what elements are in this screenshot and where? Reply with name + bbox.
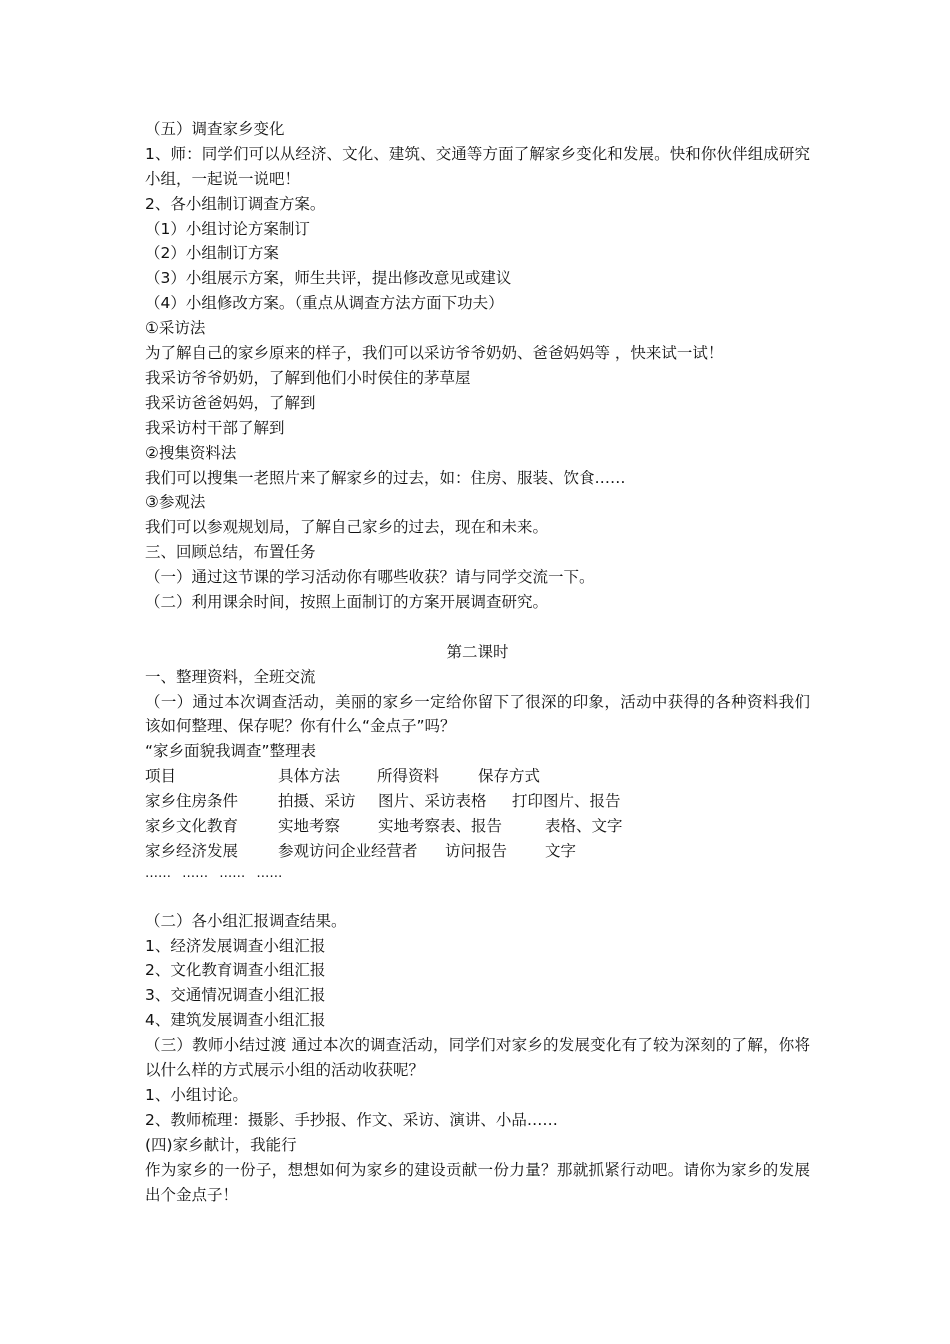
table-header-row xyxy=(145,764,810,789)
list-item: 2、教师梳理：摄影、手抄报、作文、采访、演讲、小品…… xyxy=(145,1110,558,1129)
method-example: 我采访爷爷奶奶，了解到他们小时侯住的茅草屋 xyxy=(145,368,471,387)
paragraph: （三）教师小结过渡 通过本次的调查活动，同学们对家乡的发展变化有了较为深刻的了解，你将以什么样的方式展示小组的活动收获呢？ xyxy=(145,1036,810,1080)
section-heading: 三、回顾总结，布置任务 xyxy=(145,543,316,562)
document-page xyxy=(145,117,810,1207)
report-item: 2、文化教育调查小组汇报 xyxy=(145,961,326,980)
table-cell: 拍摄、采访 xyxy=(278,792,356,811)
step-item: （3）小组展示方案，师生共评，提出修改意见或建议 xyxy=(145,269,512,288)
table-header: 具体方法 xyxy=(278,767,341,786)
method-description: 我们可以参观规划局，了解自己家乡的过去，现在和未来。 xyxy=(145,518,549,537)
section-heading: 一、整理资料，全班交流 xyxy=(145,667,316,686)
paragraph: 1、师：同学们可以从经济、文化、建筑、交通等方面了解家乡变化和发展。快和你伙伴组成研究小组，一起说一说吧！ xyxy=(145,144,810,188)
table-ellipsis: …… xyxy=(256,865,283,881)
table-cell: 文字 xyxy=(545,841,577,860)
table-row xyxy=(145,814,810,839)
section-heading: （五）调查家乡变化 xyxy=(145,120,285,138)
paragraph: 作为家乡的一份子，想想如何为家乡的建设贡献一份力量？那就抓紧行动吧。请你为家乡的发展出个金点子！ xyxy=(145,1160,810,1204)
table-cell: 实地考察 xyxy=(278,817,341,835)
paragraph: 2、各小组制订调查方案。 xyxy=(145,194,326,213)
report-item: 1、经济发展调查小组汇报 xyxy=(145,936,326,955)
method-title: ①采访法 xyxy=(145,319,206,338)
table-ellipsis: …… xyxy=(182,865,209,881)
table-cell: 家乡经济发展 xyxy=(145,841,239,860)
table-cell: 家乡住房条件 xyxy=(145,792,239,811)
method-example: 我采访爸爸妈妈，了解到 xyxy=(145,393,316,412)
table-ellipsis-row xyxy=(145,864,810,884)
table-header: 所得资料 xyxy=(377,767,440,786)
summary-item: （二）利用课余时间，按照上面制订的方案开展调查研究。 xyxy=(145,592,549,611)
paragraph: （一）通过本次调查活动，美丽的家乡一定给你留下了很深的印象，活动中获得的各种资料我们该如何整理、保存呢？你有什么“金点子”吗？ xyxy=(145,692,810,736)
method-title: ③参观法 xyxy=(145,493,206,512)
table-cell: 访问报告 xyxy=(445,841,508,860)
table-cell: 打印图片、报告 xyxy=(512,792,621,811)
section-heading: (四)家乡献计，我能行 xyxy=(145,1135,297,1154)
blank-line xyxy=(145,615,810,640)
table-cell: 表格、文字 xyxy=(545,817,623,835)
method-description: 我们可以搜集一老照片来了解家乡的过去，如：住房、服装、饮食…… xyxy=(145,468,626,487)
section-heading: （二）各小组汇报调查结果。 xyxy=(145,911,347,930)
table-row xyxy=(145,839,810,864)
table-header: 项目 xyxy=(145,767,177,786)
step-item: （4）小组修改方案。（重点从调查方法方面下功夫） xyxy=(145,294,504,313)
report-item: 3、交通情况调查小组汇报 xyxy=(145,986,326,1005)
table-ellipsis: …… xyxy=(219,865,246,881)
table-title: “家乡面貌我调查”整理表 xyxy=(145,742,317,761)
method-description: 为了解自己的家乡原来的样子，我们可以采访爷爷奶奶、爸爸妈妈等 ，快来试一试！ xyxy=(145,344,724,363)
table-cell: 实地考察表、报告 xyxy=(378,817,503,835)
step-item: （2）小组制订方案 xyxy=(145,244,279,263)
table-cell: 家乡文化教育 xyxy=(145,817,239,835)
method-example: 我采访村干部了解到 xyxy=(145,418,285,437)
table-header: 保存方式 xyxy=(478,767,541,786)
summary-item: （一）通过这节课的学习活动你有哪些收获？请与同学交流一下。 xyxy=(145,568,595,587)
lesson-title: 第二课时 xyxy=(446,642,509,661)
table-ellipsis: …… xyxy=(145,865,171,881)
table-row xyxy=(145,789,810,814)
list-item: 1、小组讨论。 xyxy=(145,1085,248,1104)
table-cell: 图片、采访表格 xyxy=(378,792,487,811)
table-cell: 参观访问企业经营者 xyxy=(278,841,418,860)
method-title: ②搜集资料法 xyxy=(145,443,237,462)
report-item: 4、建筑发展调查小组汇报 xyxy=(145,1011,326,1030)
step-item: （1）小组讨论方案制订 xyxy=(145,219,310,238)
blank-line xyxy=(145,884,810,909)
